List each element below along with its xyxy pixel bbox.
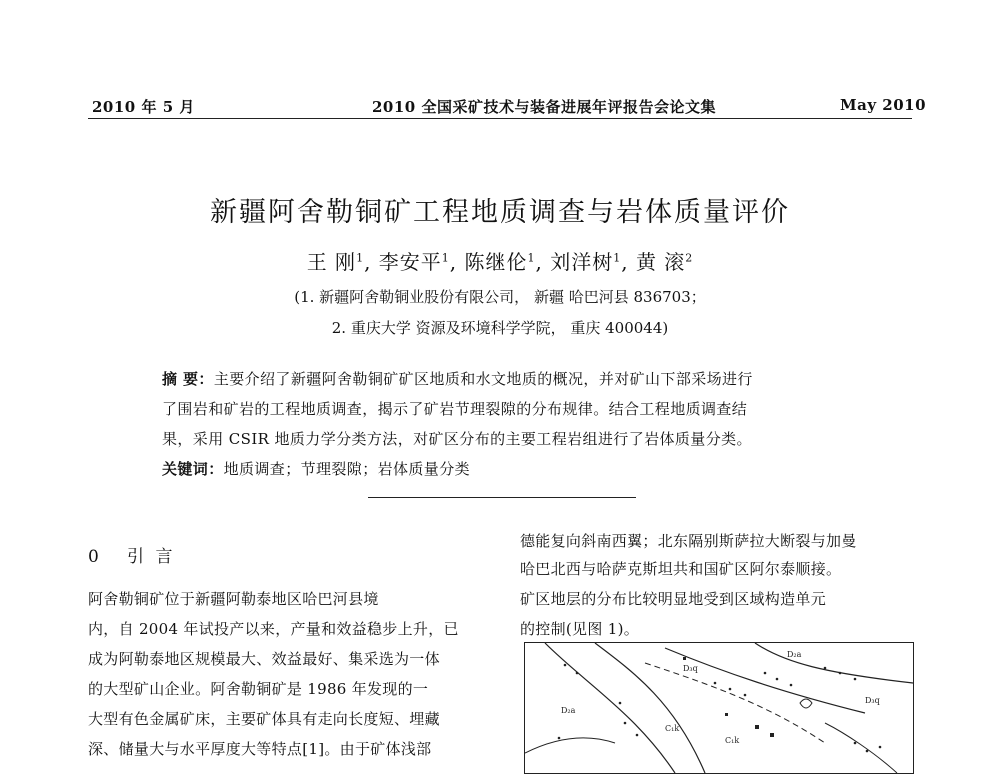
body-line: 德能复向斜南西翼；北东隔别斯萨拉大断裂与加曼 <box>520 532 857 550</box>
abstract-line: 果，采用 CSIR 地质力学分类方法，对矿区分布的主要工程岩组进行了岩体质量分类。 <box>162 430 752 448</box>
abstract-line: 了围岩和矿岩的工程地质调查，揭示了矿岩节理裂隙的分布规律。结合工程地质调查结 <box>162 400 748 418</box>
body-line: 大型有色金属矿床，主要矿体具有走向长度短、埋藏 <box>88 710 440 728</box>
body-line: 阿舍勒铜矿位于新疆阿勒泰地区哈巴河县境 <box>88 590 379 608</box>
header-rule <box>88 118 912 119</box>
running-header-date-en: May 2010 <box>840 96 927 114</box>
stratum-label: D₂a <box>787 650 802 659</box>
geological-map-drawing <box>525 643 913 773</box>
body-line: 的大型矿山企业。阿舍勒铜矿是 1986 年发现的一 <box>88 680 429 698</box>
fault-line <box>595 643 705 773</box>
figure-geological-map <box>524 642 914 774</box>
body-line: 的控制(见图 1)。 <box>520 620 640 638</box>
body-line: 深、储量大与水平厚度大等特点[1]。由于矿体浅部 <box>88 740 432 758</box>
abstract-label: 摘 要： <box>162 370 214 388</box>
stratum-label: D₃q <box>683 664 698 673</box>
author-affil-mark: 1 <box>441 251 450 265</box>
keywords-text: 地质调查；节理裂隙；岩体质量分类 <box>223 460 471 478</box>
abstract-text: 主要介绍了新疆阿舍勒铜矿矿区地质和水文地质的概况，并对矿山下部采场进行 <box>213 370 753 388</box>
author-affil-mark: 2 <box>685 251 694 265</box>
body-line: 成为阿勒泰地区规模最大、效益最好、集采选为一体 <box>88 650 440 668</box>
stratum-label: C₁k <box>725 736 740 745</box>
affiliation-line: 2. 重庆大学 资源及环境科学学院， 重庆 400044) <box>331 319 669 337</box>
fault-line <box>755 643 913 683</box>
body-line: 内，自 2004 年试投产以来，产量和效益稳步上升，已 <box>88 620 459 638</box>
contour-line <box>825 723 897 773</box>
section-title: 引 言 <box>127 547 176 567</box>
running-header-proceedings: 2010 全国采矿技术与装备进展年评报告会论文集 <box>372 98 716 116</box>
section-number: 0 <box>88 547 102 567</box>
body-line: 哈巴北西与哈萨克斯坦共和国矿区阿尔泰顺接。 <box>520 560 842 578</box>
stratum-label: C₁k <box>665 724 680 733</box>
author-affil-mark: 1 <box>356 251 365 265</box>
keywords-line <box>162 458 470 479</box>
author-affil-mark: 1 <box>527 251 536 265</box>
author-affil-mark: 1 <box>613 251 622 265</box>
contour-line <box>525 738 615 753</box>
author-name: 黄 滚 <box>635 250 686 274</box>
paper-title: 新疆阿舍勒铜矿工程地质调查与岩体质量评价 <box>210 197 790 228</box>
author-name: 刘洋树 <box>550 250 614 274</box>
body-line: 矿区地层的分布比较明显地受到区域构造单元 <box>520 590 827 608</box>
author-name: 李安平 <box>378 250 442 274</box>
running-header-date: 2010 年 5 月 <box>92 98 195 116</box>
section-heading <box>88 542 175 567</box>
stratum-label: D₃q <box>865 696 880 705</box>
author-name: 王 刚 <box>306 250 357 274</box>
author-name: 陈继伦 <box>464 250 528 274</box>
ore-body-outline <box>800 699 812 708</box>
affiliation-line: (1. 新疆阿舍勒铜业股份有限公司， 新疆 哈巴河县 836703； <box>294 288 706 306</box>
author-list: 王 刚$^1$, 李安平$^1$, 陈继伦$^1$, 刘洋树$^1$, 黄 滚$^2$ <box>306 250 694 274</box>
keywords-label: 关键词： <box>162 460 224 478</box>
stratum-label: D₂a <box>561 706 576 715</box>
abstract-line <box>162 368 753 389</box>
section-divider <box>368 497 636 498</box>
